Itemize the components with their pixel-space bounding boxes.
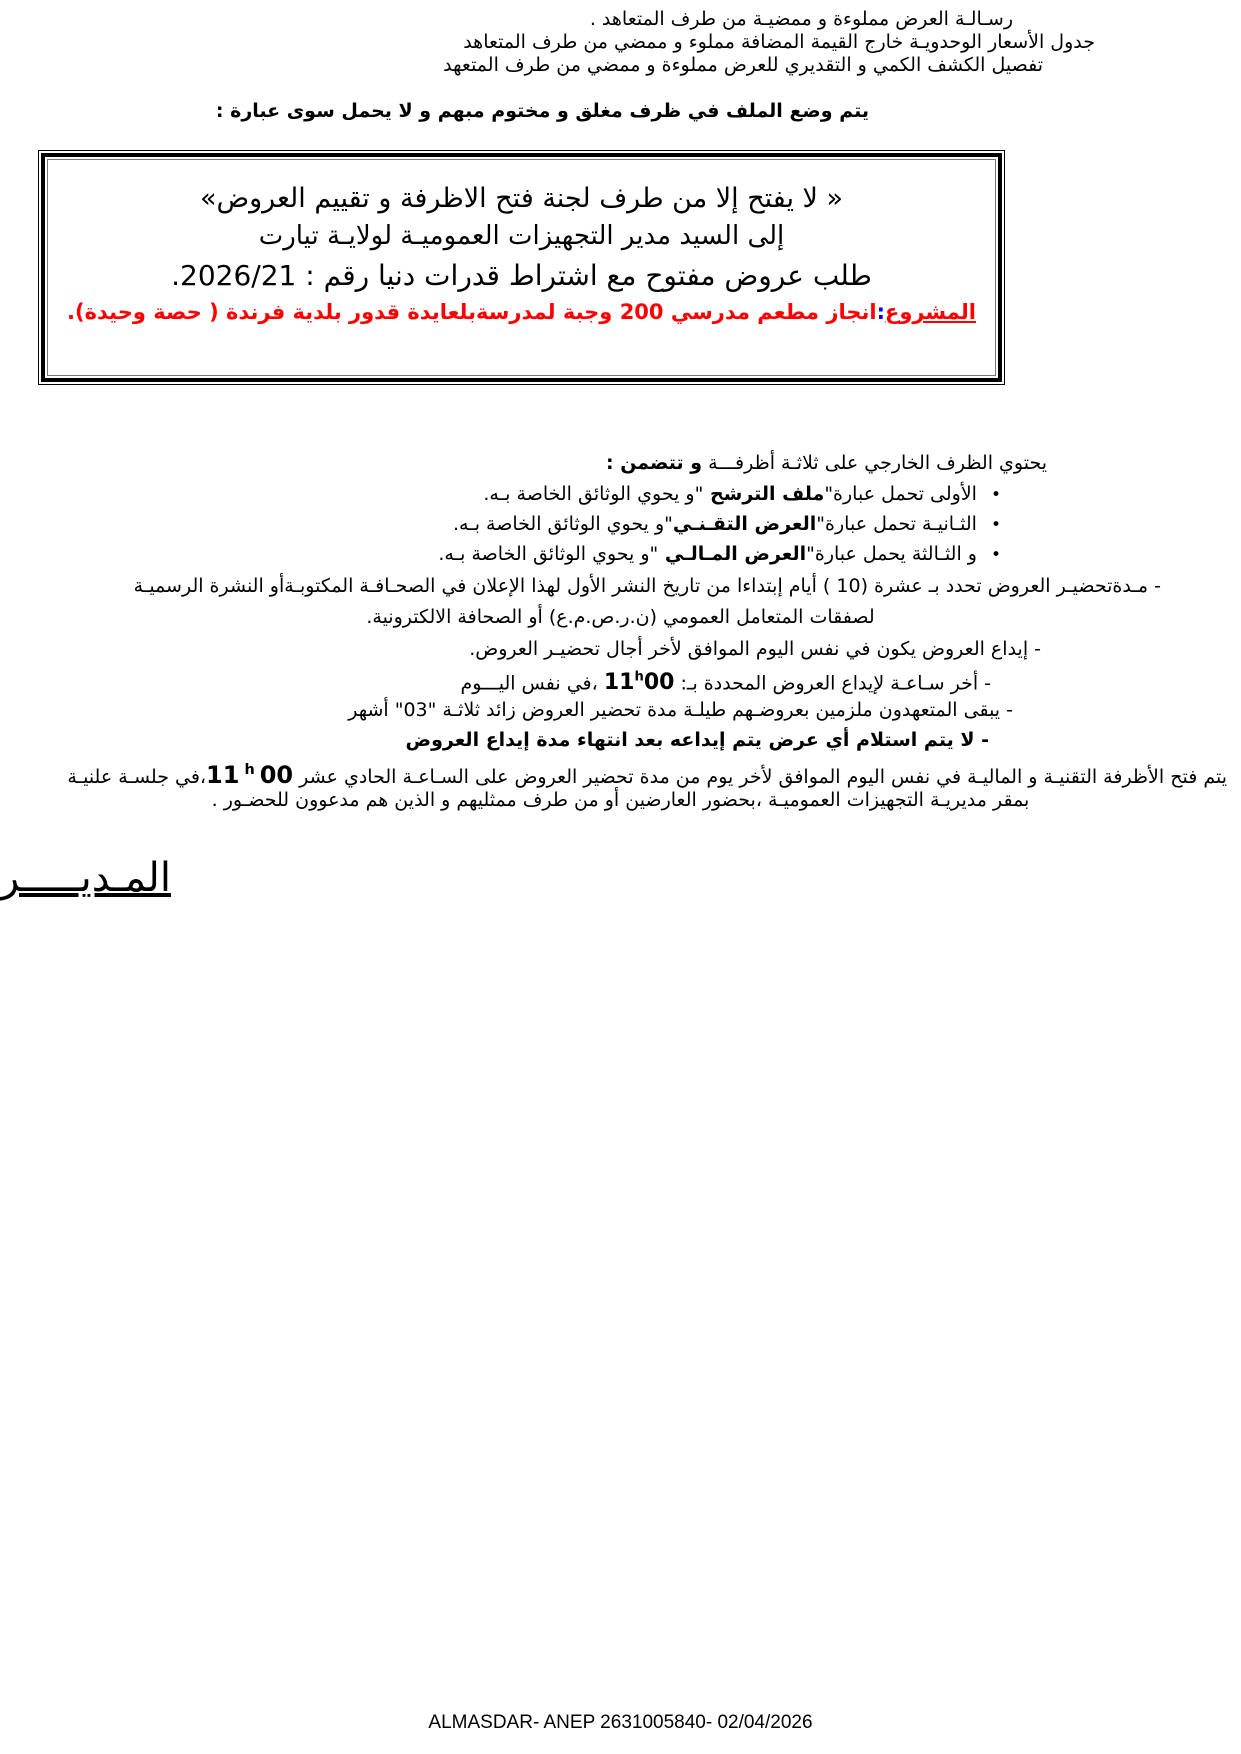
anep-footer: ALMASDAR- ANEP 2631005840- 02/04/2026	[428, 1712, 813, 1733]
opening-minutes: 00	[259, 761, 294, 789]
opening-text: يتم فتح الأظرفة التقنيـة و الماليـة في نفس اليوم الموافق لأخر يوم من مدة تحضير العروض على السـاعـة الحادي عشر	[293, 766, 1227, 788]
outer-envelope-intro	[606, 452, 1047, 475]
list-item-post: "و يحوي الوثائق الخاصة بـه.	[452, 513, 673, 535]
tender-number: 2026/21	[180, 259, 297, 292]
opening-time	[206, 761, 293, 789]
deposit-day-line: - إيداع العروض يكون في نفس اليوم الموافق لأخر أجال تحضيـر العروض.	[469, 638, 1041, 660]
outer-envelope-intro-text: يحتوي الظرف الخارجي على ثلاثـة أظرفـــة	[702, 452, 1047, 474]
deposit-deadline-line	[460, 666, 991, 695]
list-item-bold: العرض التقـنـي	[672, 513, 817, 535]
no-late-offers-line: - لا يتم استلام أي عرض يتم إيداعه بعد انتهاء مدة إيداع العروض	[405, 729, 989, 751]
list-item-pre: و الثـالثة يحمل عبارة"	[806, 543, 977, 565]
deadline-minutes: 00	[643, 670, 675, 696]
list-item-post: "و يحوي الوثائق الخاصة بـه.	[483, 483, 704, 505]
deadline-time	[604, 670, 675, 695]
preparation-duration-line: - مـدةتحضيـر العروض تحدد بـ عشرة (10 ) أيام إبتداءا من تاريخ النشر الأول لهذا الإعلان في الصحـافـة المكتوبـةأو النشرة الرسميـة	[133, 575, 1161, 597]
list-item-pre: الثـانيـة تحمل عبارة"	[816, 513, 977, 535]
unit-prices-line: جدول الأسعار الوحدويـة خارج القيمة المضافة مملوء و ممضي من طرف المتعاهد	[463, 31, 1095, 53]
list-item-pre: الأولى تحمل عبارة"	[824, 483, 977, 505]
do-not-open-line: « لا يفتح إلا من طرف لجنة فتح الاظرفة و تقييم العروض»	[199, 183, 844, 214]
list-item-financial-offer	[438, 543, 1001, 567]
offer-letter-line: رسـالـة العرض مملوءة و ممضيـة من طرف المتعاهد .	[589, 8, 1013, 30]
deadline-hour-symbol: h	[634, 670, 644, 685]
addressee-line: إلى السيد مدير التجهيزات العموميـة لولايـة تيارت	[258, 221, 785, 251]
list-item-post: "و يحوي الوثائق الخاصة بـه.	[438, 543, 659, 565]
tender-reference-period: .	[171, 259, 181, 292]
sealed-envelope-instruction: يتم وضع الملف في ظرف مغلق و مختوم مبهم و لا يحمل سوى عبارة :	[215, 100, 869, 122]
list-item-technical-offer	[453, 513, 1001, 537]
bullet-icon: •	[990, 515, 1001, 535]
opening-session-line2: بمقر مديريـة التجهيزات العموميـة ،بحضور العارضين أو من طرف ممثليهم و الذين هم مدعوون للحضـور .	[211, 789, 1030, 811]
project-line	[48, 299, 995, 326]
bullet-icon: •	[990, 485, 1001, 505]
project-label: المشروع	[884, 300, 976, 324]
tender-reference-text: طلب عروض مفتوح مع اشتراط قدرات دنيا رقم :	[296, 259, 872, 292]
project-colon: :	[876, 300, 885, 324]
offer-validity-line: - يبقى المتعهدون ملزمين بعروضـهم طيلـة مدة تحضير العروض زائد ثلاثـة "03" أشهر	[348, 699, 1013, 721]
envelope-inscription-box	[38, 150, 1005, 385]
opening-session-line1	[67, 759, 1227, 789]
opening-hour-symbol: h	[244, 762, 255, 778]
deadline-tail: ،في نفس اليـــوم	[460, 672, 604, 695]
preparation-duration-line2: لصفقات المتعامل العمومي (ن.ر.ص.م.ع) أو الصحافة الالكترونية.	[366, 606, 875, 628]
list-item-bold: ملف الترشح	[703, 483, 825, 505]
list-item-candidature-file	[483, 483, 1001, 507]
outer-envelope-intro-bold: و تتضمن :	[606, 452, 703, 474]
tender-reference-line	[48, 259, 995, 293]
deadline-text: - أخر سـاعـة لإيداع العروض المحددة بـ:	[674, 672, 991, 695]
envelope-box-mid-border	[41, 153, 1002, 382]
deadline-hours: 11	[603, 670, 635, 696]
opening-tail: ،في جلسـة علنيـة	[67, 766, 207, 788]
list-item-bold: العرض المـالـي	[658, 543, 807, 565]
opening-hours: 11	[206, 761, 240, 789]
bullet-icon: •	[990, 545, 1001, 565]
envelope-box-content	[47, 159, 996, 376]
quantitative-estimate-line: تفصيل الكشف الكمي و التقديري للعرض مملوءة و ممضي من طرف المتعهد	[443, 54, 1043, 76]
director-signature-title: المـديـــــر	[0, 855, 171, 901]
project-description: انجاز مطعم مدرسي 200 وجبة لمدرسةبلعايدة قدور بلدية فرندة ( حصة وحيدة).	[67, 300, 877, 324]
